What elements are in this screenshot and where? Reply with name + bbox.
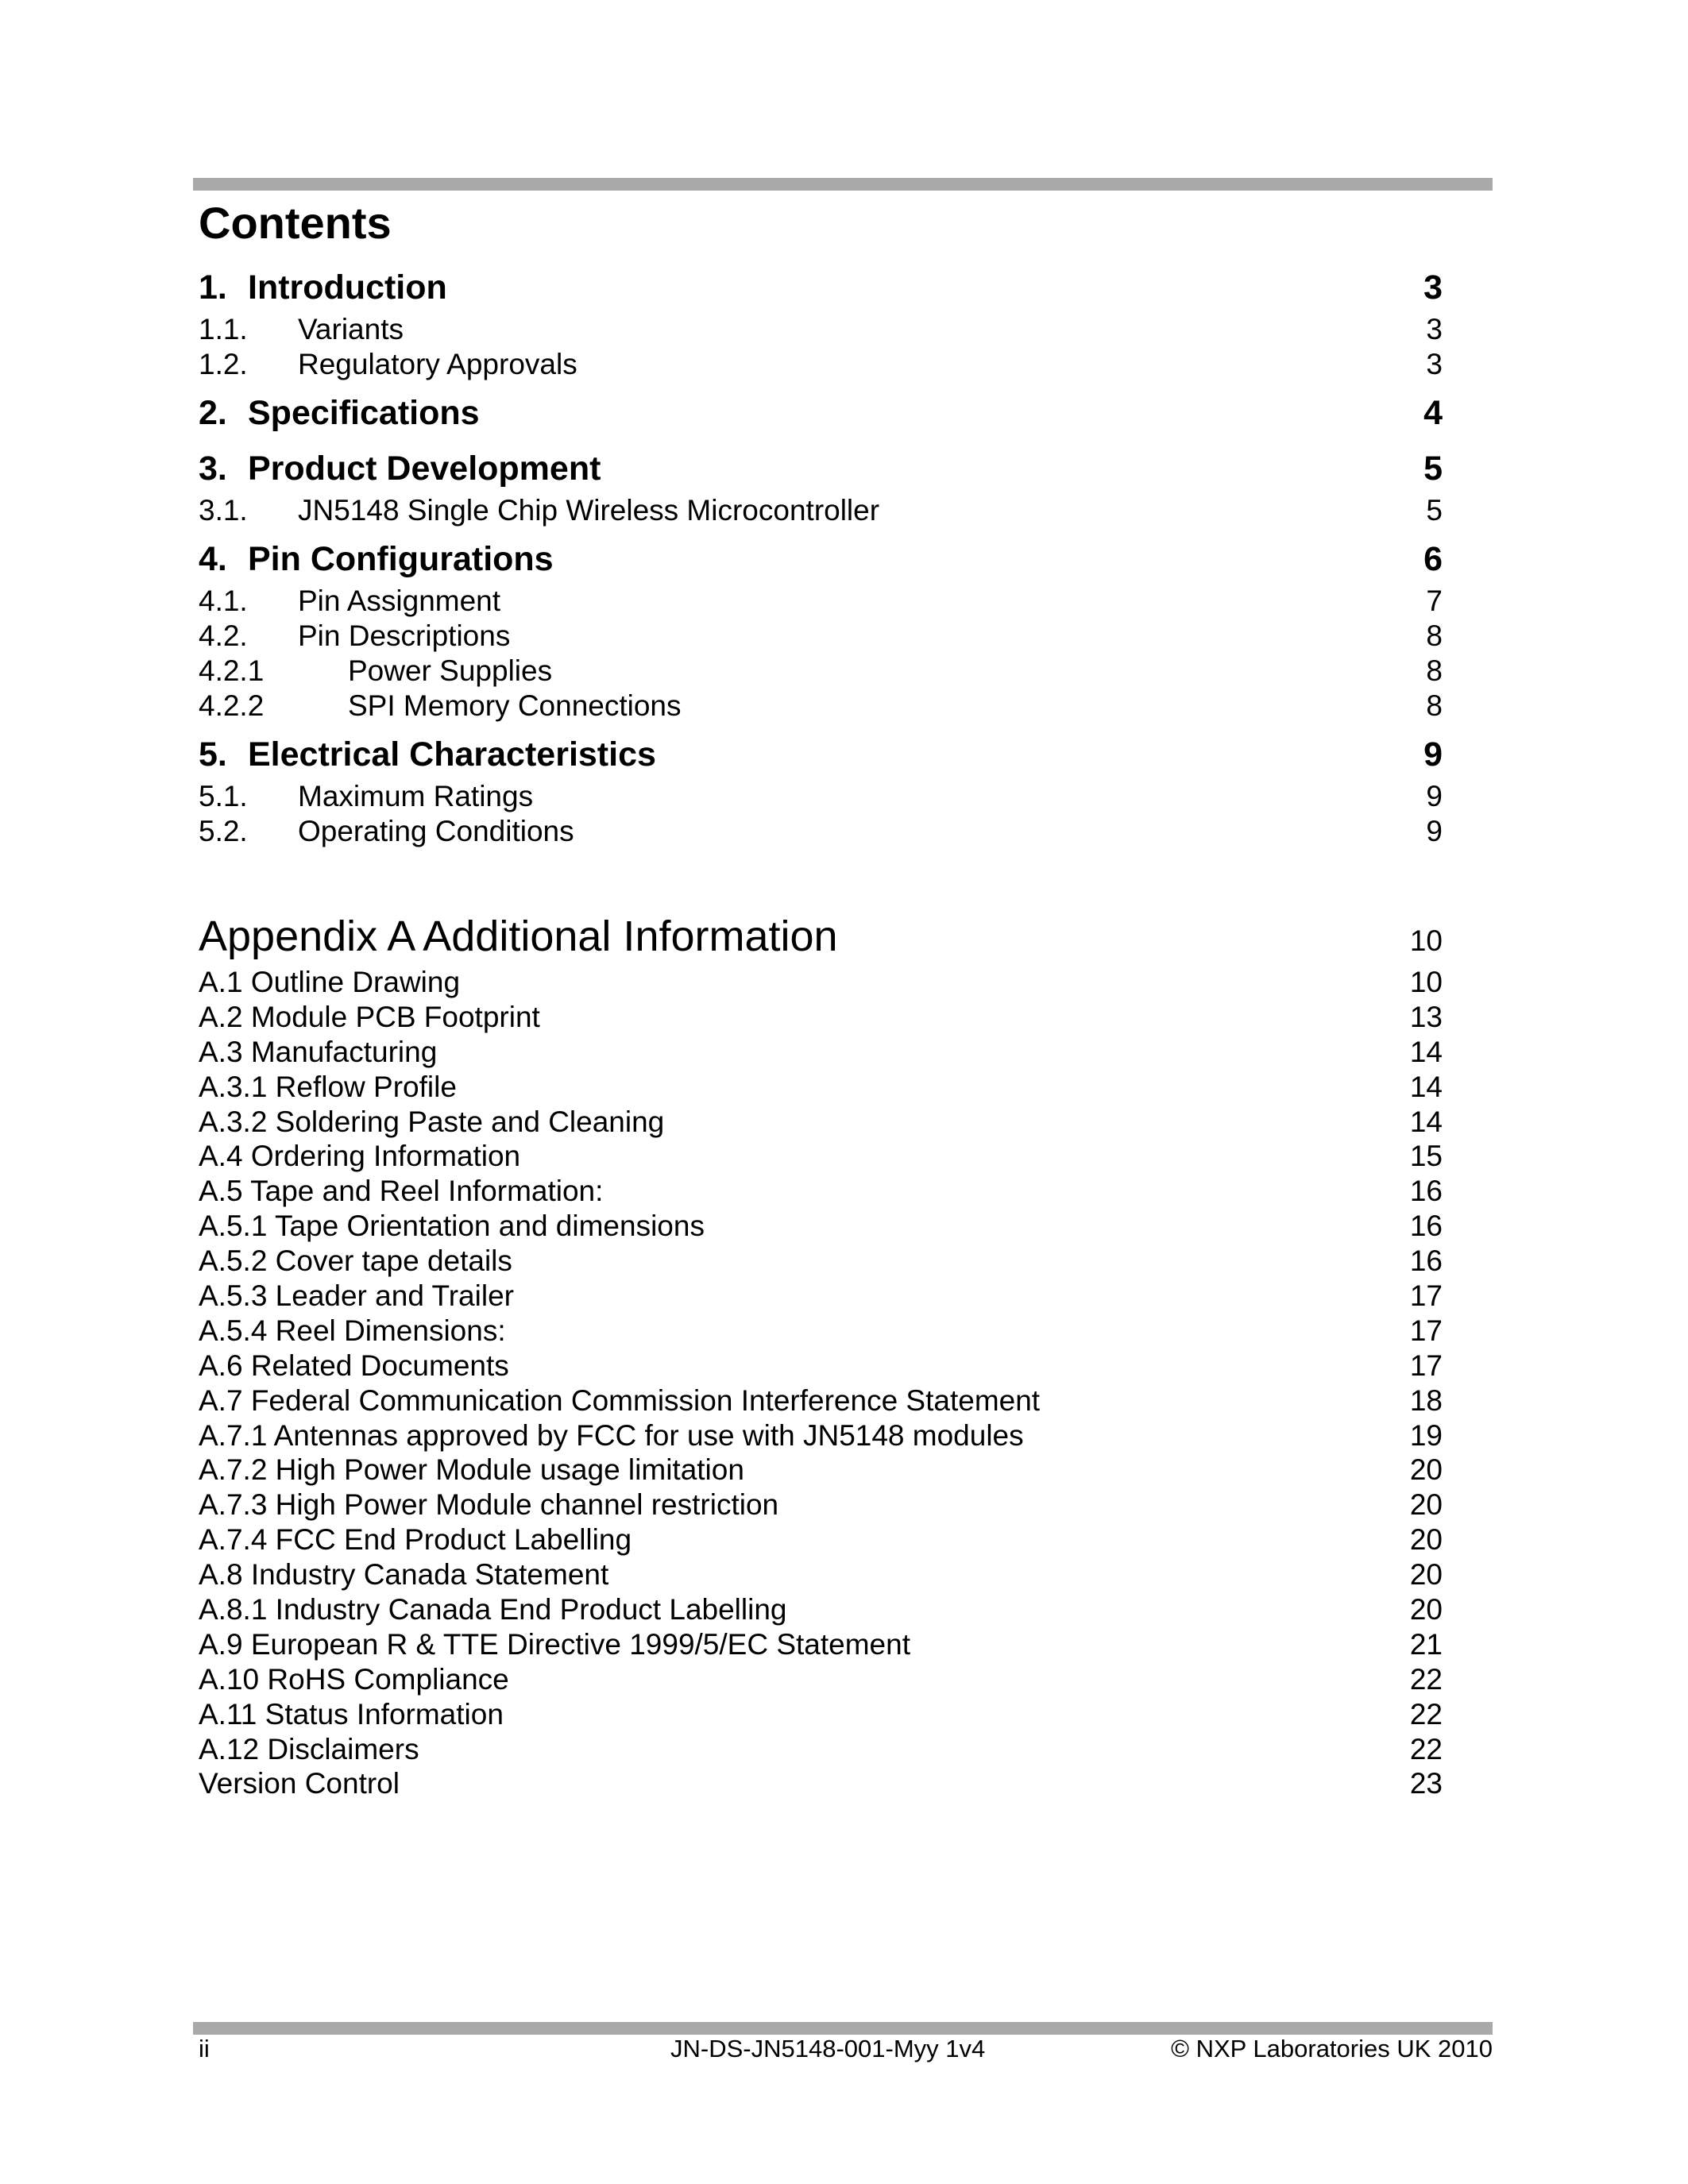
entry-number: 4.2. <box>199 619 248 652</box>
toc-entry-level2[interactable] <box>199 780 1443 815</box>
toc-section <box>199 450 1443 529</box>
entry-title: A.7.4 FCC End Product Labelling <box>199 1523 632 1557</box>
entry-page: 17 <box>1409 1314 1443 1347</box>
appendix-entry[interactable] <box>199 1488 1443 1523</box>
entry-title: Maximum Ratings <box>298 780 534 812</box>
entry-title-wrap <box>199 394 1423 433</box>
entry-page: 20 <box>1409 1558 1443 1592</box>
toc-section <box>199 735 1443 850</box>
appendix-entry[interactable] <box>199 1558 1443 1593</box>
entry-number: 4.2.2 <box>199 689 265 722</box>
entry-number: 3. <box>199 450 227 488</box>
toc-entry-level1[interactable] <box>199 735 1443 780</box>
entry-title: Operating Conditions <box>298 815 574 847</box>
appendix-entry[interactable] <box>199 1698 1443 1733</box>
entry-title-wrap <box>199 268 1423 307</box>
toc-entry-level1[interactable] <box>199 268 1443 313</box>
entry-page: 20 <box>1409 1488 1443 1522</box>
entry-page: 20 <box>1409 1523 1443 1557</box>
entry-title: A.7 Federal Communication Commission Interference Statement <box>199 1383 1041 1417</box>
entry-title: Introduction <box>248 268 447 307</box>
appendix-entry[interactable] <box>199 1279 1443 1314</box>
appendix-entry[interactable] <box>199 1384 1443 1419</box>
appendix-entry[interactable] <box>199 1036 1443 1071</box>
entry-title-wrap <box>199 619 1426 653</box>
entry-title: A.7.3 High Power Module channel restriction <box>199 1488 779 1522</box>
footer-copyright: © NXP Laboratories UK 2010 <box>1171 2035 1493 2062</box>
entry-page: 13 <box>1409 1000 1443 1033</box>
toc-section <box>199 394 1443 438</box>
entry-title: Variants <box>298 313 404 345</box>
entry-page: 23 <box>1409 1767 1443 1800</box>
entry-page: 19 <box>1409 1418 1443 1452</box>
appendix-entry[interactable] <box>199 1628 1443 1663</box>
appendix-title-row[interactable] <box>199 912 1443 966</box>
entry-page: 17 <box>1409 1349 1443 1382</box>
appendix-page: 10 <box>1409 924 1443 957</box>
appendix-entry[interactable] <box>199 1419 1443 1454</box>
entry-title: A.5.3 Leader and Trailer <box>199 1279 514 1313</box>
entry-title: A.11 Status Information <box>199 1697 504 1731</box>
entry-page: 14 <box>1409 1035 1443 1068</box>
entry-title: Specifications <box>248 394 480 432</box>
toc-entry-level2[interactable] <box>199 815 1443 850</box>
entry-title-wrap <box>199 654 1426 688</box>
entry-page: 5 <box>1426 494 1443 527</box>
appendix-item-list <box>199 966 1443 1802</box>
entry-page: 10 <box>1409 966 1443 998</box>
header-rule <box>193 178 1493 191</box>
entry-title-wrap <box>199 450 1423 488</box>
entry-title: A.1 Outline Drawing <box>199 966 461 998</box>
entry-title: A.8.1 Industry Canada End Product Labelling <box>199 1593 787 1626</box>
entry-page: 17 <box>1409 1279 1443 1313</box>
entry-title: A.9 European R & TTE Directive 1999/5/EC Statement <box>199 1627 910 1661</box>
entry-number: 4. <box>199 540 227 578</box>
entry-page: 5 <box>1423 450 1443 488</box>
appendix-entry[interactable] <box>199 1210 1443 1244</box>
entry-title: JN5148 Single Chip Wireless Microcontroller <box>298 494 880 527</box>
entry-title-wrap <box>199 815 1426 848</box>
entry-title-wrap <box>199 494 1426 527</box>
toc-section <box>199 540 1443 724</box>
toc-entry-level3[interactable] <box>199 654 1443 689</box>
entry-page: 16 <box>1409 1210 1443 1243</box>
entry-page: 14 <box>1409 1105 1443 1138</box>
entry-page: 3 <box>1426 313 1443 345</box>
entry-page: 8 <box>1426 689 1443 722</box>
entry-page: 15 <box>1409 1140 1443 1173</box>
appendix-entry[interactable] <box>199 1175 1443 1210</box>
entry-title: Product Development <box>248 450 601 488</box>
toc-section <box>199 268 1443 383</box>
appendix-entry[interactable] <box>199 966 1443 1001</box>
toc-entry-level3[interactable] <box>199 689 1443 724</box>
entry-page: 8 <box>1426 654 1443 687</box>
entry-title: A.5.2 Cover tape details <box>199 1244 512 1278</box>
entry-page: 6 <box>1423 540 1443 578</box>
entry-number: 1.2. <box>199 348 248 380</box>
toc-entry-level1[interactable] <box>199 394 1443 438</box>
entry-page: 18 <box>1409 1383 1443 1417</box>
entry-title: A.6 Related Documents <box>199 1349 509 1382</box>
toc-entry-level2[interactable] <box>199 313 1443 348</box>
entry-title: SPI Memory Connections <box>348 689 682 722</box>
entry-number: 4.2.1 <box>199 654 265 687</box>
entry-title: A.7.1 Antennas approved by FCC for use with JN5148 modules <box>199 1418 1024 1452</box>
entry-title: A.7.2 High Power Module usage limitation <box>199 1453 744 1487</box>
appendix-entry[interactable] <box>199 1593 1443 1628</box>
footer-rule <box>193 2022 1493 2035</box>
entry-title: A.4 Ordering Information <box>199 1140 521 1173</box>
appendix-entry[interactable] <box>199 1767 1443 1802</box>
entry-title: A.3.1 Reflow Profile <box>199 1070 457 1103</box>
entry-title: A.12 Disclaimers <box>199 1732 419 1765</box>
toc-entry-level1[interactable] <box>199 450 1443 494</box>
appendix-entry[interactable] <box>199 1001 1443 1036</box>
entry-title: Pin Configurations <box>248 540 554 578</box>
footer-document-id: JN-DS-JN5148-001-Myy 1v4 <box>670 2035 986 2062</box>
entry-title: A.5 Tape and Reel Information: <box>199 1175 604 1208</box>
entry-page: 16 <box>1409 1244 1443 1278</box>
appendix-entry[interactable] <box>199 1071 1443 1106</box>
entry-title: Power Supplies <box>348 654 553 687</box>
entry-page: 20 <box>1409 1453 1443 1487</box>
table-of-contents <box>199 268 1443 861</box>
entry-title: A.8 Industry Canada Statement <box>199 1558 609 1592</box>
entry-title-wrap <box>199 780 1426 813</box>
entry-title-wrap <box>199 585 1426 618</box>
appendix-entry[interactable] <box>199 1453 1443 1488</box>
page-title: Contents <box>199 198 392 248</box>
appendix-entry[interactable] <box>199 1663 1443 1698</box>
entry-title: Version Control <box>199 1767 400 1800</box>
entry-page: 20 <box>1409 1593 1443 1626</box>
entry-title: Pin Assignment <box>298 585 501 617</box>
appendix-entry[interactable] <box>199 1106 1443 1140</box>
entry-title: A.5.4 Reel Dimensions: <box>199 1314 506 1347</box>
entry-page: 14 <box>1409 1070 1443 1103</box>
entry-page: 22 <box>1409 1697 1443 1731</box>
entry-title: Electrical Characteristics <box>248 735 656 774</box>
entry-title-wrap <box>199 689 1426 723</box>
entry-number: 5.2. <box>199 815 248 847</box>
entry-title-wrap <box>199 540 1423 579</box>
entry-title-wrap <box>199 735 1423 774</box>
entry-page: 3 <box>1423 268 1443 307</box>
appendix-entry[interactable] <box>199 1733 1443 1768</box>
entry-number: 5.1. <box>199 780 248 812</box>
toc-entry-level2[interactable] <box>199 494 1443 529</box>
entry-number: 3.1. <box>199 494 248 527</box>
entry-page: 9 <box>1423 735 1443 774</box>
entry-title: Pin Descriptions <box>298 619 511 652</box>
entry-page: 22 <box>1409 1732 1443 1765</box>
entry-page: 8 <box>1426 619 1443 652</box>
entry-number: 1. <box>199 268 227 307</box>
appendix-entry[interactable] <box>199 1244 1443 1279</box>
entry-title: Regulatory Approvals <box>298 348 577 380</box>
entry-page: 3 <box>1426 348 1443 380</box>
toc-entry-level1[interactable] <box>199 540 1443 585</box>
appendix-entry[interactable] <box>199 1523 1443 1558</box>
appendix-entry[interactable] <box>199 1349 1443 1384</box>
entry-page: 16 <box>1409 1175 1443 1208</box>
entry-page: 7 <box>1426 585 1443 617</box>
toc-entry-level2[interactable] <box>199 585 1443 619</box>
entry-page: 22 <box>1409 1662 1443 1696</box>
footer-page-number: ii <box>199 2035 210 2062</box>
entry-number: 2. <box>199 394 227 432</box>
appendix-entry[interactable] <box>199 1140 1443 1175</box>
entry-page: 4 <box>1423 394 1443 432</box>
entry-title: A.2 Module PCB Footprint <box>199 1000 540 1033</box>
entry-title-wrap <box>199 348 1426 381</box>
entry-title: A.5.1 Tape Orientation and dimensions <box>199 1210 705 1243</box>
entry-number: 5. <box>199 735 227 774</box>
toc-entry-level2[interactable] <box>199 348 1443 383</box>
appendix-toc <box>199 912 1443 1802</box>
appendix-entry[interactable] <box>199 1314 1443 1349</box>
entry-number: 4.1. <box>199 585 248 617</box>
entry-title: A.3.2 Soldering Paste and Cleaning <box>199 1105 665 1138</box>
entry-title: A.10 RoHS Compliance <box>199 1662 509 1696</box>
entry-title: A.3 Manufacturing <box>199 1035 438 1068</box>
entry-page: 9 <box>1426 815 1443 847</box>
entry-title-wrap <box>199 313 1426 346</box>
toc-entry-level2[interactable] <box>199 619 1443 654</box>
entry-page: 9 <box>1426 780 1443 812</box>
entry-page: 21 <box>1409 1627 1443 1661</box>
entry-number: 1.1. <box>199 313 248 345</box>
appendix-title: Appendix A Additional Information <box>199 913 838 960</box>
